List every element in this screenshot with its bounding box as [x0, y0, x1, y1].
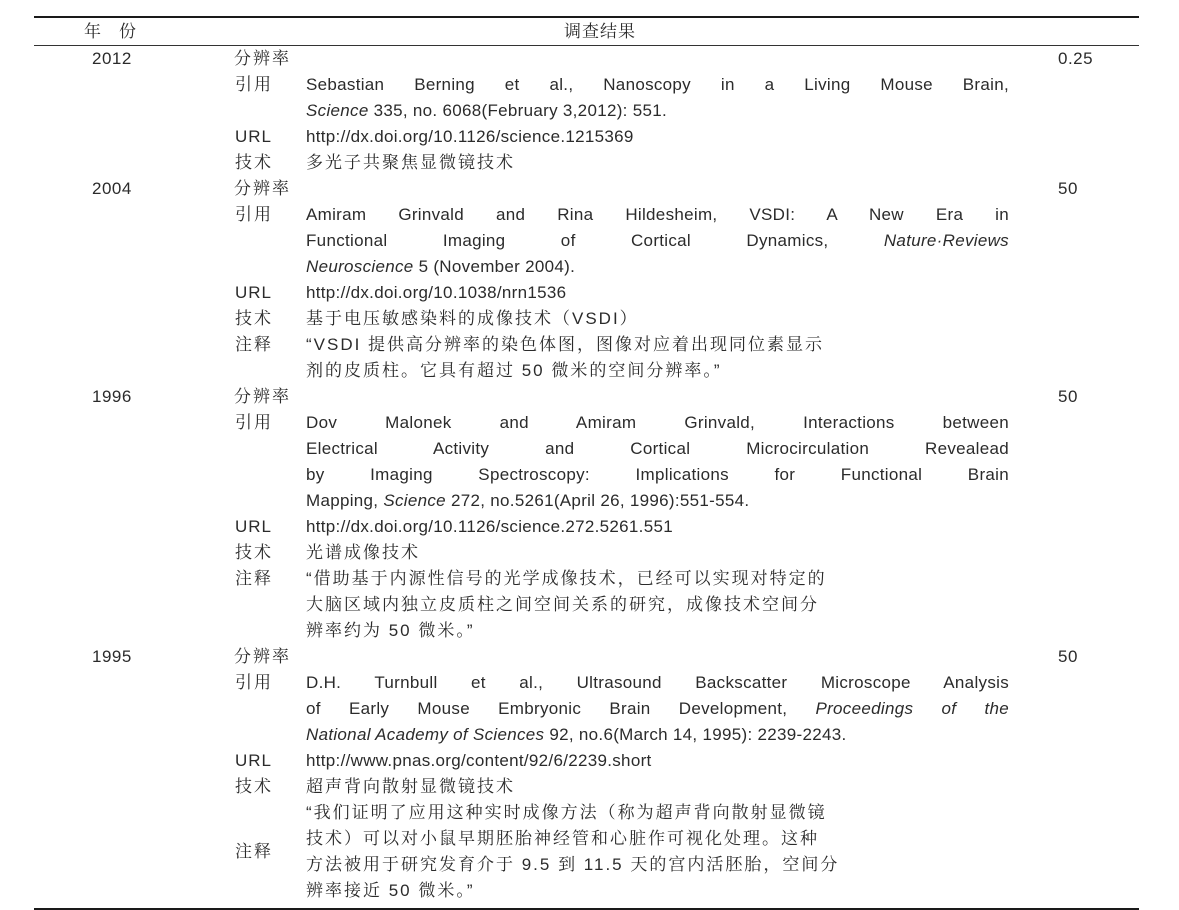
citation-line: [306, 228, 1009, 254]
table-row: [34, 488, 1139, 514]
citation-line: Electrical Activity and Cortical Microcirculation Revealead: [306, 439, 1009, 458]
table-row: [34, 280, 1139, 306]
table-row: [34, 72, 1139, 98]
citation-label: 引用: [235, 413, 273, 432]
table-row: [34, 592, 1139, 618]
resolution-label: 分辨率: [234, 647, 291, 666]
note-line: “VSDI 提供高分辨率的染色体图，图像对应着出现同位素显示: [306, 335, 825, 354]
tech-value: 超声背向散射显微镜技术: [306, 777, 515, 796]
table-row: [34, 748, 1139, 774]
entry-year: 1996: [92, 387, 132, 406]
entry-2012: [34, 46, 1139, 176]
url-link[interactable]: http://www.pnas.org/content/92/6/2239.short: [306, 751, 652, 770]
resolution-value: 0.25: [1058, 49, 1094, 68]
url-label: URL: [235, 127, 273, 146]
research-table: [34, 16, 1139, 910]
note-label: 注释: [235, 335, 273, 354]
citation-label: 引用: [235, 205, 273, 224]
resolution-value: 50: [1058, 387, 1078, 406]
url-link[interactable]: http://dx.doi.org/10.1038/nrn1536: [306, 283, 567, 302]
entry-1996: [34, 384, 1139, 644]
note-line: 方法被用于研究发育介于 9.5 到 11.5 天的宫内活胚胎，空间分: [306, 855, 840, 874]
citation-line: Amiram Grinvald and Rina Hildesheim, VSDI: A New Era in: [306, 205, 1009, 224]
note-line: “借助基于内源性信号的光学成像技术，已经可以实现对特定的: [306, 569, 827, 588]
table-row: [34, 46, 1139, 72]
note-label: 注释: [235, 842, 273, 861]
citation-line: [306, 488, 1009, 514]
tech-label: 技术: [235, 543, 273, 562]
note-line: 辨率约为 50 微米。”: [306, 621, 475, 640]
table-row: [34, 462, 1139, 488]
tech-label: 技术: [235, 309, 273, 328]
entry-1995: [34, 644, 1139, 904]
citation-line: D.H. Turnbull et al., Ultrasound Backscatter Microscope Analysis: [306, 673, 1009, 692]
table-row: [34, 842, 1139, 878]
table-row: [34, 696, 1139, 722]
resolution-label: 分辨率: [234, 49, 291, 68]
table-row: [34, 202, 1139, 228]
url-link[interactable]: http://dx.doi.org/10.1126/science.1215369: [306, 127, 634, 146]
tech-label: 技术: [235, 153, 273, 172]
table-row: [34, 540, 1139, 566]
tech-value: 光谱成像技术: [306, 543, 420, 562]
citation-text: Functional Imaging of Cortical Dynamics,: [306, 231, 884, 250]
journal-title: Science: [383, 491, 446, 510]
citation-line: [306, 722, 1009, 748]
table-row: [34, 878, 1139, 904]
table-row: [34, 410, 1139, 436]
table-row: [34, 514, 1139, 540]
entry-year: 2004: [92, 179, 132, 198]
table-row: [34, 670, 1139, 696]
resolution-value: 50: [1058, 179, 1078, 198]
entry-2004: [34, 176, 1139, 384]
note-label: 注释: [235, 569, 273, 588]
table-row: [34, 98, 1139, 124]
citation-details: 272, no.5261(April 26, 1996):551-554.: [445, 491, 750, 510]
citation-line: by Imaging Spectroscopy: Implications for Functional Brain: [306, 465, 1009, 484]
citation-text: Mapping,: [306, 491, 384, 510]
note-line: 辨率接近 50 微米。”: [306, 881, 475, 900]
journal-title: Neuroscience: [306, 257, 414, 276]
url-label: URL: [235, 517, 273, 536]
note-line: 剂的皮质柱。它具有超过 50 微米的空间分辨率。”: [306, 361, 722, 380]
citation-details: 335, no. 6068(February 3,2012): 551.: [368, 101, 667, 120]
table-row: [34, 254, 1139, 280]
table-row: [34, 150, 1139, 176]
table-row: [34, 124, 1139, 150]
tech-value: 多光子共聚焦显微镜技术: [306, 153, 515, 172]
resolution-label: 分辨率: [234, 387, 291, 406]
table-row: [34, 384, 1139, 410]
table-row: [34, 618, 1139, 644]
table-row: [34, 774, 1139, 800]
resolution-value: 50: [1058, 647, 1078, 666]
journal-title: National Academy of Sciences: [306, 725, 545, 744]
citation-line: Sebastian Berning et al., Nanoscopy in a Living Mouse Brain,: [306, 75, 1009, 94]
table-row: [34, 176, 1139, 202]
tech-label: 技术: [235, 777, 273, 796]
table-row: [34, 306, 1139, 332]
note-line: 技术）可以对小鼠早期胚胎神经管和心脏作可视化处理。这种: [306, 829, 819, 848]
table-row: [34, 228, 1139, 254]
table-row: [34, 566, 1139, 592]
citation-label: 引用: [235, 75, 273, 94]
note-line: “我们证明了应用这种实时成像方法（称为超声背向散射显微镜: [306, 803, 827, 822]
citation-line: [306, 254, 1009, 280]
journal-title: Science: [306, 101, 369, 120]
table-row: [34, 358, 1139, 384]
url-label: URL: [235, 751, 273, 770]
journal-title: Nature·Reviews: [883, 231, 1009, 250]
table-row: [34, 826, 1139, 852]
citation-label: 引用: [235, 673, 273, 692]
header-result: 调查结果: [564, 22, 636, 41]
table-row: [34, 800, 1139, 826]
table-row: [34, 436, 1139, 462]
journal-title: Proceedings of the: [815, 699, 1009, 718]
note-line: 大脑区域内独立皮质柱之间空间关系的研究，成像技术空间分: [306, 595, 819, 614]
citation-text: of Early Mouse Embryonic Brain Development,: [306, 699, 816, 718]
table-row: [34, 644, 1139, 670]
citation-details: 5 (November 2004).: [413, 257, 576, 276]
entry-year: 1995: [92, 647, 132, 666]
table-row: [34, 722, 1139, 748]
entry-year: 2012: [92, 49, 132, 68]
url-link[interactable]: http://dx.doi.org/10.1126/science.272.5261.551: [306, 517, 673, 536]
citation-line: [306, 98, 1009, 124]
url-label: URL: [235, 283, 273, 302]
citation-line: Dov Malonek and Amiram Grinvald, Interactions between: [306, 413, 1009, 432]
citation-line: [306, 696, 1009, 722]
citation-details: 92, no.6(March 14, 1995): 2239-2243.: [544, 725, 847, 744]
tech-value: 基于电压敏感染料的成像技术（VSDI）: [306, 309, 639, 328]
resolution-label: 分辨率: [234, 179, 291, 198]
header-year: 年份: [84, 22, 154, 41]
table-header: [34, 18, 1139, 45]
table-row: [34, 332, 1139, 358]
